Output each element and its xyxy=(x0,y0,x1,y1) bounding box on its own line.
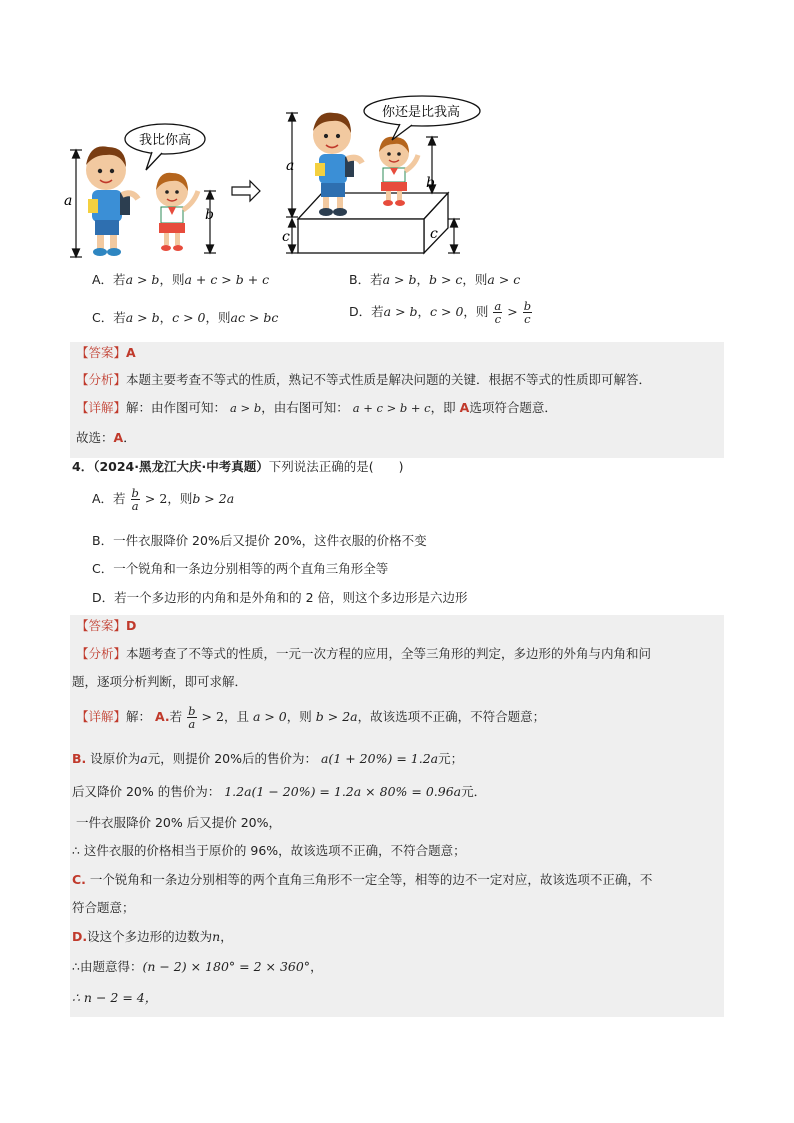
q3-answer-line: 【答案】A xyxy=(76,345,136,360)
right-label-b: b xyxy=(426,175,435,191)
right-label-c-left: c xyxy=(282,229,290,245)
q4-detail-line-b1: B. 设原价为a元，则提价 20%后的售价为： a(1 + 20%) = 1.2a元； xyxy=(72,751,464,766)
q4-detail-line-d1: D.设这个多边形的边数为n， xyxy=(72,929,233,944)
q4-detail-line-c2: 符合题意； xyxy=(72,900,135,915)
bubble-left-text: 我比你高 xyxy=(139,133,192,148)
right-label-c: c xyxy=(430,226,438,242)
q4-analysis-line-1: 【分析】本题考查了不等式的性质，一元一次方程的应用，全等三角形的判定，多边形的外角与内角和问 xyxy=(76,646,652,661)
fraction-b-over-c: $\frac{b}{c}$ xyxy=(523,299,532,326)
q4-detail-line-b4: ∴ 这件衣服的价格相当于原价的 96%，故该选项不正确，不符合题意； xyxy=(72,843,466,858)
q4-detail-line-b2: 后又降价 20% 的售价为： 1.2a(1 − 20%) = 1.2a × 80% = 0.96a元． xyxy=(72,784,487,799)
q3-option-d: D．若a > b，c > 0，则 $\frac{a}{c}$ > $\frac{b}{c}$ xyxy=(349,299,532,326)
q4-stem: 4．（2024·黑龙江大庆·中考真题）下列说法正确的是( ) xyxy=(72,459,404,474)
q3-option-a: A．若a > b，则a + c > b + c xyxy=(92,272,270,287)
q3-option-b: B．若a > b，b > c，则a > c xyxy=(349,272,521,287)
box-platform xyxy=(298,193,448,253)
q3-choose-line: 故选：A． xyxy=(76,430,136,445)
q4-analysis-line-2: 题，逐项分析判断，即可求解． xyxy=(72,674,248,689)
q4-detail-line-c1: C. 一个锐角和一条边分别相等的两个直角三角形不一定全等，相等的边不一定对应，故该选项不正确，不 xyxy=(72,872,653,887)
q3-detail-line: 【详解】解：由作图可知： a > b，由右图可知： a + c > b + c，即 A选项符合题意． xyxy=(76,400,557,415)
q4-option-a: A．若 $\frac{b}{a}$ > 2，则b > 2a xyxy=(92,486,235,513)
fraction-b-over-a: $\frac{b}{a}$ xyxy=(131,486,139,513)
q4-option-d: D．若一个多边形的内角和是外角和的 2 倍，则这个多边形是六边形 xyxy=(92,590,468,605)
problem-figure xyxy=(60,95,560,270)
fraction-b-over-a-detail: $\frac{b}{a}$ xyxy=(188,704,196,731)
q4-detail-line-d2: ∴由题意得：(n − 2) × 180° = 2 × 360°， xyxy=(72,959,323,974)
left-label-a: a xyxy=(64,193,73,209)
boy-illustration xyxy=(86,146,138,256)
q4-detail-line-d3: ∴ n − 2 = 4， xyxy=(72,990,158,1005)
q3-option-c: C．若a > b，c > 0，则ac > bc xyxy=(92,310,279,325)
girl-illustration xyxy=(156,173,198,251)
bubble-right-text: 你还是比我高 xyxy=(382,105,461,120)
right-label-a: a xyxy=(286,158,295,174)
left-label-b: b xyxy=(205,207,214,223)
q4-option-b: B．一件衣服降价 20%后又提价 20%，这件衣服的价格不变 xyxy=(92,533,427,548)
right-height-arrow-c xyxy=(448,219,460,253)
q4-detail-line-b3: 一件衣服降价 20% 后又提价 20%， xyxy=(76,815,281,830)
q4-detail-line-a: 【详解】解： A.若 $\frac{b}{a}$ > 2，且 a > 0，则 b > 2a，故该选项不正确，不符合题意； xyxy=(76,704,546,731)
q3-analysis-line: 【分析】本题主要考查不等式的性质，熟记不等式性质是解决问题的关键．根据不等式的性质即可解答． xyxy=(76,372,652,387)
transform-arrow-icon xyxy=(232,181,260,201)
fraction-a-over-c: $\frac{a}{c}$ xyxy=(494,299,502,326)
q4-option-c: C．一个锐角和一条边分别相等的两个直角三角形全等 xyxy=(92,561,389,576)
q4-answer-line: 【答案】D xyxy=(76,618,137,633)
